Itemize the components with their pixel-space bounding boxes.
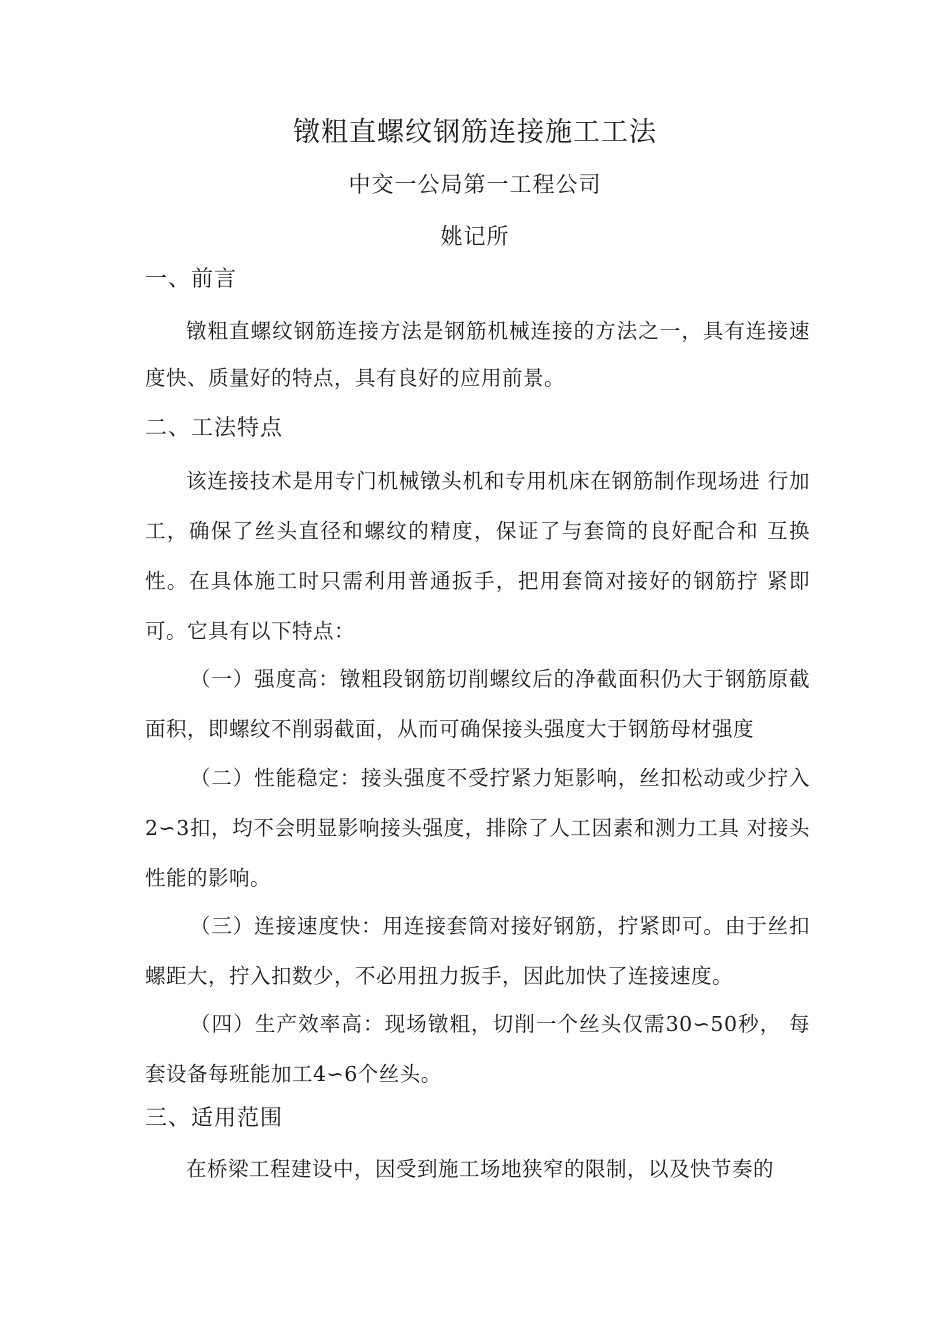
organization-name: 中交一公局第一工程公司 bbox=[348, 173, 602, 198]
author-name: 姚记所 bbox=[440, 225, 510, 250]
section-heading-preface: 一、前言 bbox=[145, 267, 238, 292]
document-title: 镦粗直螺纹钢筋连接施工工法 bbox=[293, 117, 657, 148]
scope-paragraph: 在桥梁工程建设中，因受到施工场地狭窄的限制，以及快节奏的 bbox=[186, 1157, 774, 1181]
feature-item-efficiency: （四）生产效率高：现场镦粗，切削一个丝头仅需30∽50秒， 每套设备每班能加工4∽6个丝头。 bbox=[145, 1012, 810, 1086]
feature-item-speed: （三）连接速度快：用连接套筒对接好钢筋，拧紧即可。由于丝扣螺距大，拧入扣数少，不必用扭力扳手，因此加快了连接速度。 bbox=[145, 914, 810, 988]
section-heading-features: 二、工法特点 bbox=[145, 416, 284, 441]
preface-paragraph: 镦粗直螺纹钢筋连接方法是钢筋机械连接的方法之一，具有连接速度快、质量好的特点，具有良好的应用前景。 bbox=[145, 319, 810, 390]
section-heading-scope: 三、适用范围 bbox=[145, 1106, 284, 1131]
features-intro-paragraph: 该连接技术是用专门机械镦头机和专用机床在钢筋制作现场进 行加工，确保了丝头直径和螺纹的精度，保证了与套筒的良好配合和 互换性。在具体施工时只需利用普通扳手，把用套筒对接好的钢筋拧 紧即可。它具有以下特点： bbox=[145, 469, 810, 643]
feature-item-stability: （二）性能稳定：接头强度不受拧紧力矩影响，丝扣松动或少拧入2∽3扣，均不会明显影响接头强度，排除了人工因素和测力工具 对接头性能的影响。 bbox=[145, 766, 810, 890]
feature-item-strength: （一）强度高：镦粗段钢筋切削螺纹后的净截面积仍大于钢筋原截面积，即螺纹不削弱截面，从而可确保接头强度大于钢筋母材强度 bbox=[145, 667, 810, 741]
